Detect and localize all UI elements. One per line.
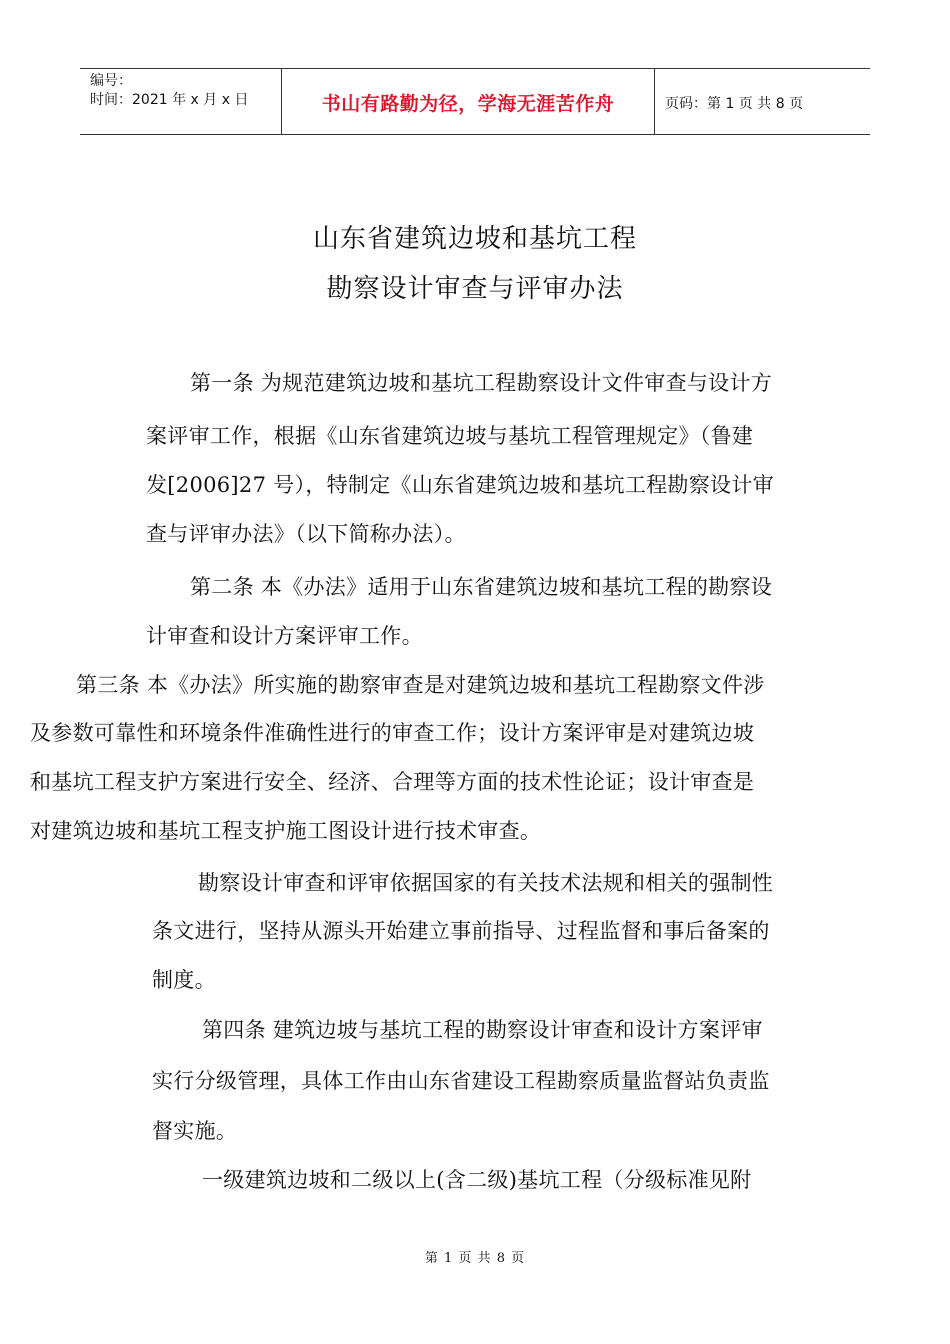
article-2-line: 计审查和设计方案评审工作。 [146, 624, 423, 648]
header-time-label: 时间：2021 年 x 月 x 日 [90, 92, 249, 108]
article-3-line: 和基坑工程支护方案进行安全、经济、合理等方面的技术性论证；设计审查是 [30, 770, 755, 794]
article-4-line: 第四条 建筑边坡与基坑工程的勘察设计审查和设计方案评审 [202, 1018, 763, 1042]
article-3-line: 及参数可靠性和环境条件准确性进行的审查工作；设计方案评审是对建筑边坡 [30, 721, 755, 745]
article-1-line: 查与评审办法》（以下简称办法）。 [146, 522, 466, 546]
document-title-line-2: 勘察设计审查与评审办法 [326, 274, 624, 304]
basis-paragraph-line: 制度。 [152, 968, 216, 992]
article-3-line: 第三条 本《办法》所实施的勘察审查是对建筑边坡和基坑工程勘察文件涉 [76, 673, 765, 697]
level-paragraph-line: 一级建筑边坡和二级以上(含二级)基坑工程（分级标准见附 [202, 1168, 752, 1192]
article-3-line: 对建筑边坡和基坑工程支护施工图设计进行技术审查。 [30, 819, 542, 843]
basis-paragraph-line: 勘察设计审查和评审依据国家的有关技术法规和相关的强制性 [198, 871, 774, 895]
article-1-line: 发[2006]27 号），特制定《山东省建筑边坡和基坑工程勘察设计审 [146, 473, 774, 497]
header-divider [654, 69, 655, 134]
basis-paragraph-line: 条文进行，坚持从源头开始建立事前指导、过程监督和事后备案的 [152, 919, 770, 943]
article-4-line: 实行分级管理，具体工作由山东省建设工程勘察质量监督站负责监 [152, 1069, 770, 1093]
header-meta [90, 72, 248, 110]
article-4-line: 督实施。 [152, 1119, 238, 1143]
article-1-line: 案评审工作，根据《山东省建筑边坡与基坑工程管理规定》（鲁建 [146, 424, 754, 448]
document-title-line-1: 山东省建筑边坡和基坑工程 [312, 224, 637, 254]
page-header [80, 68, 870, 135]
header-page-info: 页码：第 1 页 共 8 页 [665, 95, 804, 112]
article-2-line: 第二条 本《办法》适用于山东省建筑边坡和基坑工程的勘察设 [190, 575, 773, 599]
page-footer: 第 1 页 共 8 页 [424, 1251, 526, 1266]
article-1-line: 第一条 为规范建筑边坡和基坑工程勘察设计文件审查与设计方 [190, 371, 773, 395]
header-motto: 书山有路勤为径，学海无涯苦作舟 [321, 93, 615, 115]
header-number-label: 编号： [90, 73, 132, 89]
